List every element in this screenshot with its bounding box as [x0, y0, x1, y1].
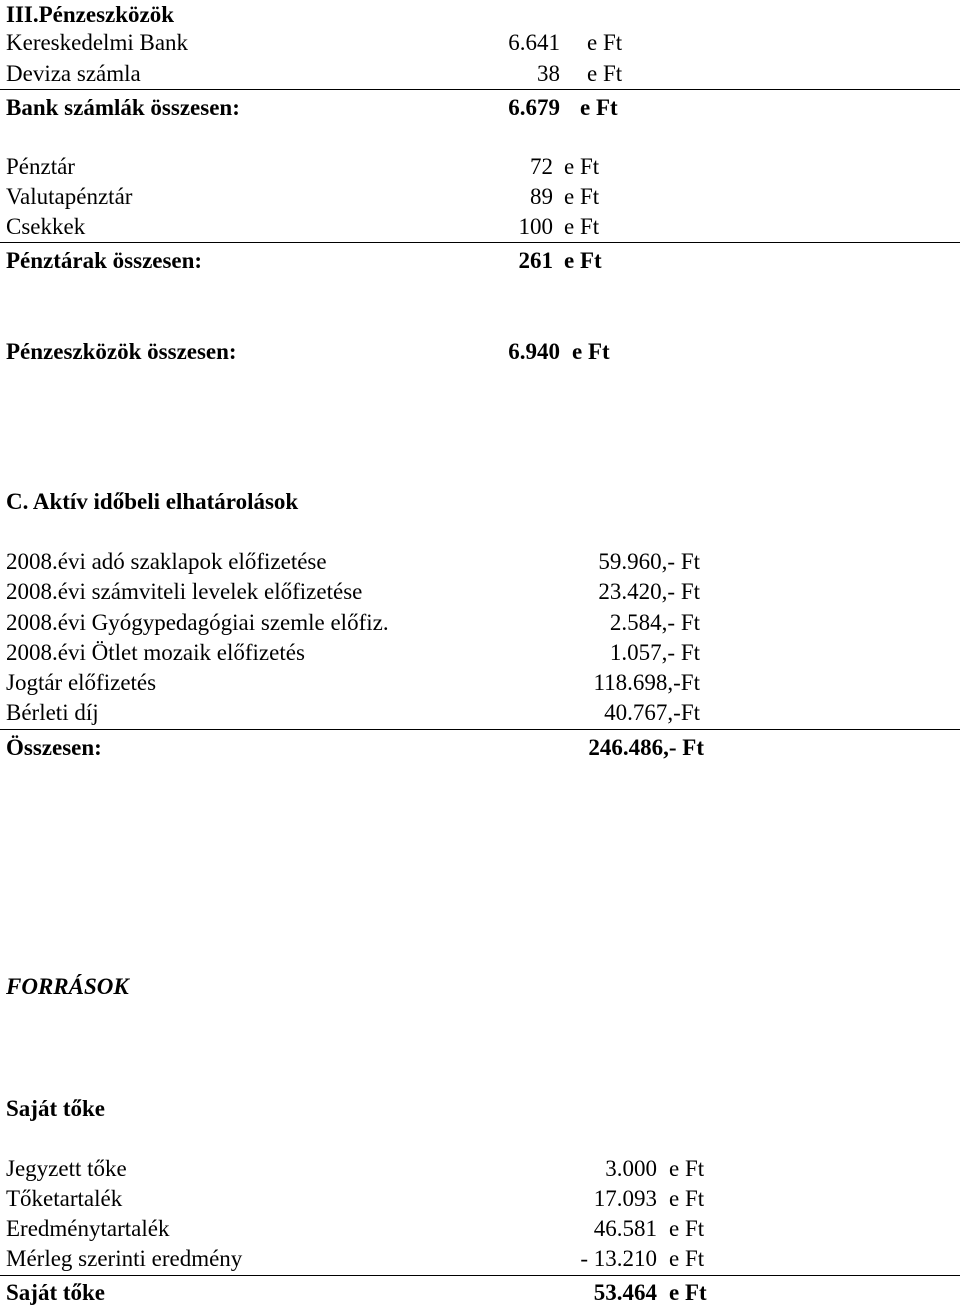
row-label: Valutapénztár — [6, 184, 133, 209]
total-label: Saját tőke — [6, 1280, 106, 1305]
divider — [0, 729, 960, 730]
row-label: Deviza számla — [6, 61, 141, 86]
row-unit: e Ft — [669, 1186, 705, 1211]
row-unit: e Ft — [669, 1216, 705, 1241]
row-label: 2008.évi Ötlet mozaik előfizetés — [6, 640, 305, 665]
row-unit: e Ft — [669, 1246, 705, 1271]
row-amount: 100 — [518, 214, 553, 239]
total-unit: e Ft — [669, 1280, 707, 1305]
row-amount: 59.960,- Ft — [598, 549, 700, 574]
row-amount: 17.093 — [593, 1186, 657, 1211]
divider — [0, 1275, 960, 1276]
subtotal-label: Bank számlák összesen: — [6, 95, 240, 120]
row-label: Bérleti díj — [6, 700, 99, 725]
row-amount: 38 — [537, 61, 560, 86]
row-label: Csekkek — [6, 214, 86, 239]
row-label: Eredménytartalék — [6, 1216, 170, 1241]
total-label: Összesen: — [6, 735, 102, 760]
total-amount: 53.464 — [593, 1280, 657, 1305]
row-amount: 72 — [530, 154, 553, 179]
section-heading-sajat-toke: Saját tőke — [6, 1096, 106, 1121]
row-amount: 1.057,- Ft — [609, 640, 700, 665]
row-amount: 23.420,- Ft — [598, 579, 700, 604]
row-unit: e Ft — [564, 184, 600, 209]
row-label: Mérleg szerinti eredmény — [6, 1246, 243, 1271]
total-unit: e Ft — [572, 339, 610, 364]
row-amount: 46.581 — [593, 1216, 657, 1241]
row-label: Pénztár — [6, 154, 75, 179]
divider — [0, 89, 960, 90]
subtotal-amount: 261 — [518, 248, 553, 273]
row-amount: 118.698,-Ft — [593, 670, 700, 695]
row-label: 2008.évi Gyógypedagógiai szemle előfiz. — [6, 610, 389, 635]
total-amount: 6.940 — [508, 339, 560, 364]
subtotal-unit: e Ft — [580, 95, 618, 120]
row-label: Jegyzett tőke — [6, 1156, 127, 1181]
subtotal-unit: e Ft — [564, 248, 602, 273]
row-amount: 6.641 — [508, 30, 560, 55]
section-heading-penzeszkozok: III.Pénzeszközök — [6, 2, 175, 27]
row-unit: e Ft — [587, 30, 623, 55]
row-amount: 40.767,-Ft — [604, 700, 700, 725]
row-amount: - 13.210 — [580, 1246, 657, 1271]
row-unit: e Ft — [564, 214, 600, 239]
row-label: Jogtár előfizetés — [6, 670, 157, 695]
divider — [0, 242, 960, 243]
row-amount: 89 — [530, 184, 553, 209]
row-amount: 3.000 — [605, 1156, 657, 1181]
total-label: Pénzeszközök összesen: — [6, 339, 237, 364]
row-unit: e Ft — [587, 61, 623, 86]
row-label: Tőketartalék — [6, 1186, 123, 1211]
row-amount: 2.584,- Ft — [609, 610, 700, 635]
row-label: 2008.évi számviteli levelek előfizetése — [6, 579, 363, 604]
row-unit: e Ft — [669, 1156, 705, 1181]
row-label: 2008.évi adó szaklapok előfizetése — [6, 549, 327, 574]
row-unit: e Ft — [564, 154, 600, 179]
section-heading-aktiv: C. Aktív időbeli elhatárolások — [6, 489, 299, 514]
row-label: Kereskedelmi Bank — [6, 30, 189, 55]
subtotal-label: Pénztárak összesen: — [6, 248, 203, 273]
section-heading-forrasok: FORRÁSOK — [6, 974, 129, 999]
subtotal-amount: 6.679 — [508, 95, 560, 120]
total-amount: 246.486,- Ft — [588, 735, 704, 760]
